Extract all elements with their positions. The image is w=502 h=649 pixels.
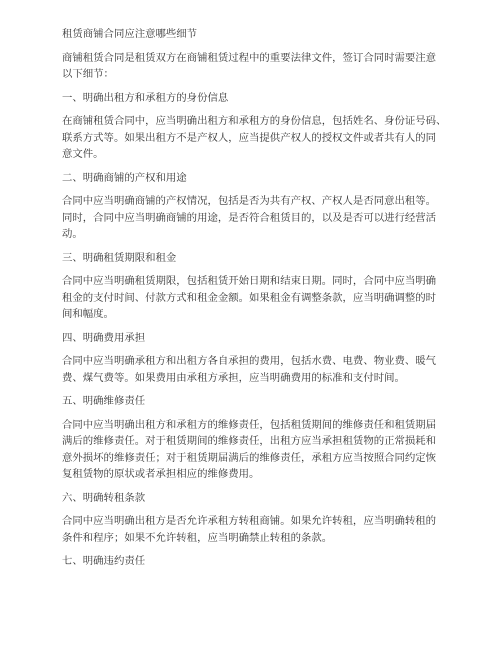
section-body-3: [62, 273, 442, 323]
body-line: 合同中应当明确租赁期限，包括租赁开始日期和结束日期。同时，合同中应当明确: [62, 275, 437, 287]
document-page: [62, 26, 447, 577]
section-heading-7: 七、明确违约责任: [62, 555, 146, 567]
body-line: 满后的维修责任。对于租赁期间的维修责任，出租方应当承担租赁物的正常损耗和: [62, 435, 437, 447]
body-line: 费、煤气费等。如果费用由承租方承担，应当明确费用的标准和支付时间。: [62, 371, 405, 384]
body-line: 意文件。: [62, 148, 104, 160]
intro-paragraph: [62, 50, 442, 83]
body-line: 合同中应当明确出租方和承租方的维修责任，包括租赁期间的维修责任和租赁期届: [62, 418, 437, 431]
section-heading-1: 一、明确出租方和承租方的身份信息: [62, 91, 229, 104]
section-heading-2: 二、明确商铺的产权和用途: [62, 171, 187, 184]
section-body-2: [62, 193, 442, 243]
section-body-4: [62, 353, 442, 386]
body-line: 在商铺租赁合同中，应当明确出租方和承租方的身份信息，包括姓名、身份证号码、: [62, 115, 447, 127]
section-heading-6: 六、明确转租条款: [62, 491, 146, 504]
body-line: 合同中应当明确承租方和出租方各自承担的费用，包括水费、电费、物业费、暖气: [62, 355, 437, 367]
body-line: 同时，合同中应当明确商铺的用途，是否符合租赁目的，以及是否可以进行经营活: [62, 211, 437, 224]
body-line: 复租赁物的原状或者承担相应的维修费用。: [62, 468, 260, 480]
section-heading-4: 四、明确费用承担: [62, 331, 146, 344]
body-line: 合同中应当明确出租方是否允许承租方转租商铺。如果允许转租，应当明确转租的: [62, 515, 437, 527]
section-body-1: [62, 113, 447, 163]
section-heading-5: 五、明确维修责任: [62, 395, 146, 407]
body-line: 间和幅度。: [62, 308, 114, 320]
body-line: 条件和程序；如果不允许转租，应当明确禁止转租的条款。: [62, 531, 333, 544]
section-body-5: [62, 417, 442, 483]
body-line: 租金的支付时间、付款方式和租金金额。如果租金有调整条款，应当明确调整的时: [62, 291, 437, 304]
document-title: 租赁商铺合同应注意哪些细节: [62, 28, 198, 40]
body-line: 意外损坏的维修责任；对于租赁期届满后的维修责任，承租方应当按照合同约定恢: [62, 451, 437, 464]
intro-line: 商铺租赁合同是租赁双方在商铺租赁过程中的重要法律文件，签订合同时需要注意: [62, 51, 437, 64]
intro-line: 以下细节：: [62, 68, 114, 80]
section-heading-3: 三、明确租赁期限和租金: [62, 251, 177, 264]
body-line: 联系方式等。如果出租方不是产权人，应当提供产权人的授权文件或者共有人的同: [62, 131, 437, 144]
body-line: 合同中应当明确商铺的产权情况，包括是否为共有产权、产权人是否同意出租等。: [62, 195, 437, 207]
section-body-6: [62, 513, 442, 546]
body-line: 动。: [62, 228, 83, 240]
